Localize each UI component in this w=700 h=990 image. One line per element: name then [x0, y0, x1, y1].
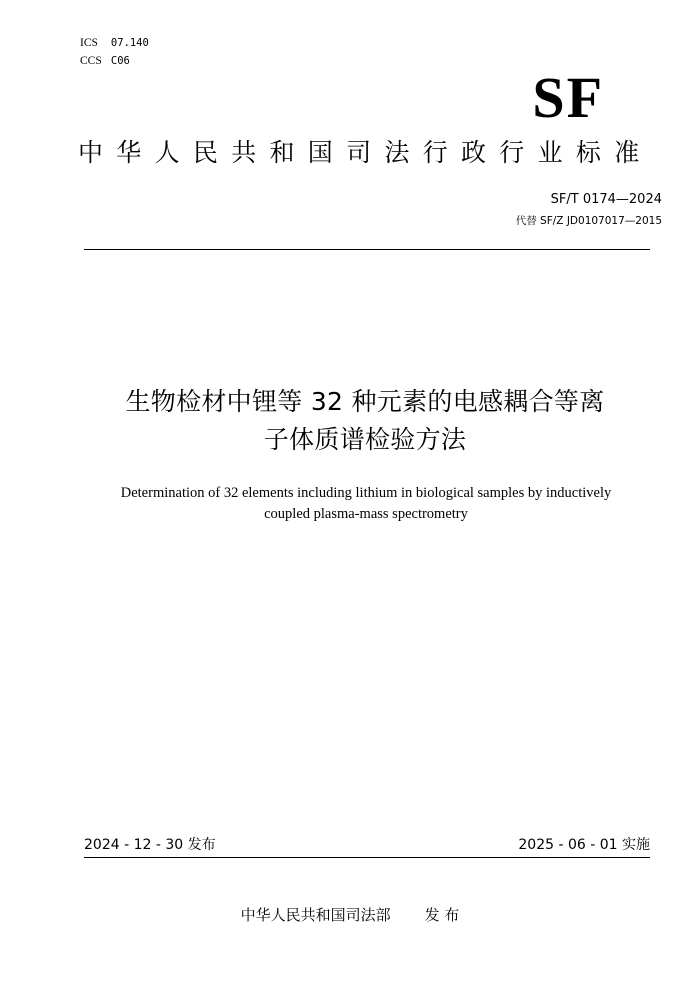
implementation-date: 2025 - 06 - 01 实施: [518, 837, 650, 853]
document-title-en: [60, 483, 672, 525]
title-en-line-2: coupled plasma-mass spectrometry: [264, 506, 468, 522]
header-divider: [84, 249, 650, 250]
replaced-standard: 代替 SF/Z JD0107017—2015: [515, 215, 662, 227]
publisher-name: 中华人民共和国司法部: [240, 906, 391, 924]
standard-number: SF/T 0174—2024: [550, 192, 662, 207]
publisher-line: [0, 904, 700, 926]
publisher-action: 发 布: [424, 906, 460, 924]
ics-code: 07.140: [110, 37, 149, 49]
title-cn-line-2: 子体质谱检验方法: [263, 425, 467, 454]
ics-line: [80, 34, 149, 52]
title-en-line-1: Determination of 32 elements including lithium in biological samples by inductively: [120, 485, 612, 501]
ics-label: ICS: [80, 37, 98, 49]
ccs-code: C06: [110, 55, 130, 67]
sf-logo: SF: [532, 65, 604, 130]
title-cn-line-1: 生物检材中锂等 32 种元素的电感耦合等离: [125, 387, 605, 416]
ccs-line: [80, 52, 149, 70]
ministry-title: 中华人民共和国司法行政行业标准: [78, 138, 653, 167]
footer-divider: [84, 857, 650, 858]
classification-codes: [80, 34, 149, 70]
issue-date: 2024 - 12 - 30 发布: [84, 837, 216, 853]
document-title-cn: [40, 383, 690, 459]
ccs-label: CCS: [80, 55, 102, 67]
